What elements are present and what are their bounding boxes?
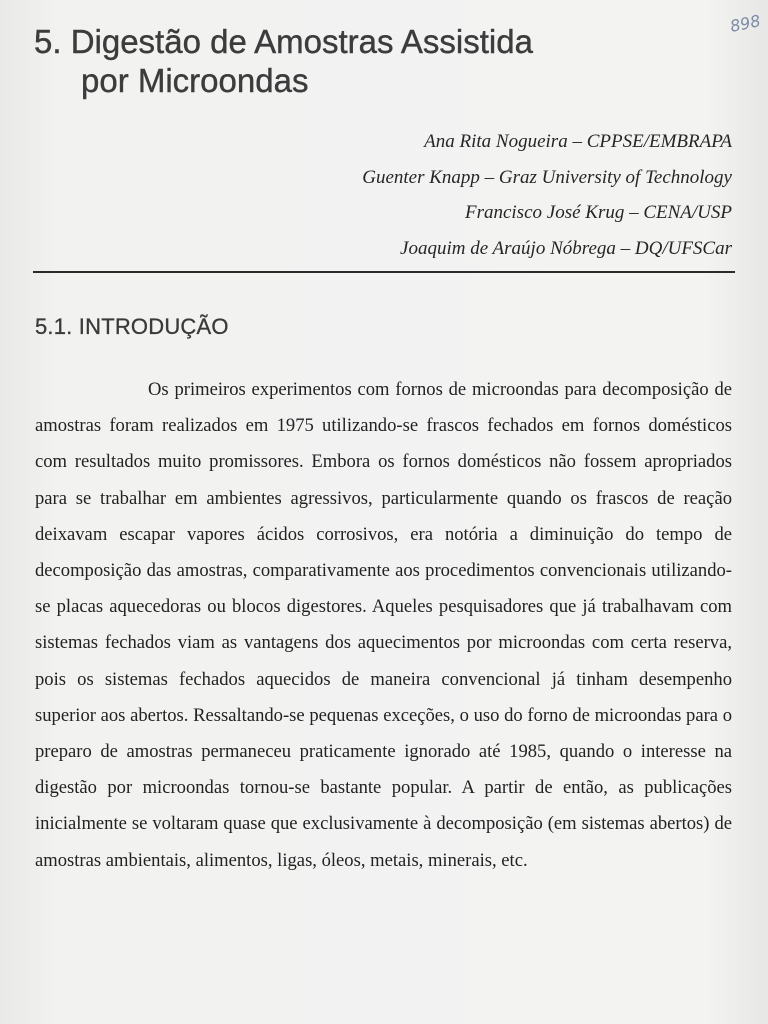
author-line: Ana Rita Nogueira – CPPSE/EMBRAPA bbox=[424, 131, 732, 152]
author-list bbox=[212, 124, 732, 266]
chapter-title bbox=[34, 22, 694, 100]
author-line: Joaquim de Araújo Nóbrega – DQ/UFSCar bbox=[400, 237, 732, 259]
body-paragraph: Os primeiros experimentos com fornos de microondas para decomposição de amostras foram realizados em 1975 utilizando-se frascos fechados em fornos domésticos com resultados muito promissores. Embora os fornos domésticos não fossem apropriados para se trabalhar em ambientes agressivos, particularmente quando os frascos de reação deixavam escapar vapores ácidos corrosivos, era notória a diminuição do tempo de decomposição das amostras, comparativamente aos procedimentos convencionais utilizando-se placas aquecedoras ou blocos digestores. Aqueles pesquisadores que já trabalhavam com sistemas fechados viam as vantagens dos aquecimentos por microondas com certa reserva, pois os sistemas fechados aquecidos de maneira convencional já tinham desempenho superior aos abertos. Ressaltando-se pequenas exceções, o uso do forno de microondas para o preparo de amostras permaneceu praticamente ignorado até 1985, quando o interesse na digestão por microondas tornou-se bastante popular. A partir de então, as publicações inicialmente se voltaram quase que exclusivamente à decomposição (em sistemas abertos) de amostras ambientais, alimentos, ligas, óleos, metais, minerais, etc. bbox=[35, 379, 732, 871]
horizontal-rule bbox=[33, 271, 735, 273]
author-line: Francisco José Krug – CENA/USP bbox=[464, 202, 732, 223]
author-line: Guenter Knapp – Graz University of Technology bbox=[362, 166, 732, 188]
chapter-title-line1: 5. Digestão de Amostras Assistida bbox=[34, 23, 533, 60]
chapter-title-line2: por Microondas bbox=[81, 62, 309, 99]
section-heading: 5.1. INTRODUÇÃO bbox=[35, 314, 229, 339]
handwritten-page-number: 898 bbox=[728, 11, 763, 36]
